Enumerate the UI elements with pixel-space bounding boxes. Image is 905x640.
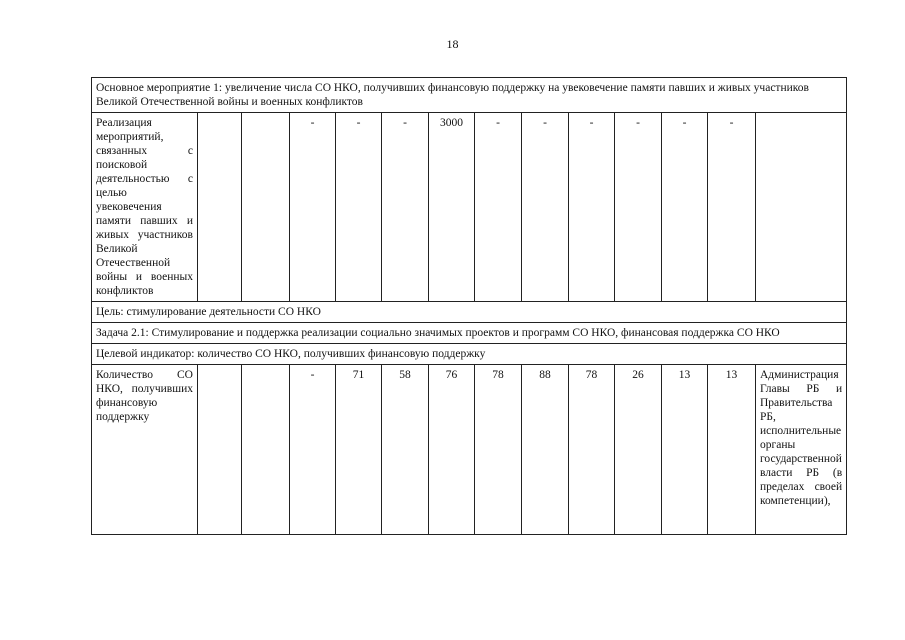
count-row: [92, 365, 847, 535]
main-event-heading: Основное мероприятие 1: увеличение числа СО НКО, получивших финансовую поддержку на увековечение памяти павших и живых участников Великой Отечественной войны и военных конфликтов: [92, 78, 847, 113]
table-cell: -: [569, 113, 615, 302]
main-event-row: [92, 78, 847, 113]
activity-label: Реализация мероприятий, связанных с поисковой деятельностью с целью увековечения памяти павших и живых участников Великой Отечественной войны и военных конфликтов: [92, 113, 198, 302]
table-cell: -: [662, 113, 708, 302]
table-cell: 76: [429, 365, 475, 535]
table-cell: -: [290, 365, 336, 535]
table-cell: 13: [662, 365, 708, 535]
responsible-executor: Администрация Главы РБ и Правительства РБ, исполнительные органы государственной власти РБ (в пределах своей компетенции),: [756, 365, 847, 535]
table-cell: -: [336, 113, 382, 302]
page-number: 18: [446, 37, 459, 51]
activity-row: [92, 113, 847, 302]
table-cell: 88: [522, 365, 569, 535]
table-cell: 13: [708, 365, 756, 535]
program-table: [91, 77, 847, 535]
table-cell: 71: [336, 365, 382, 535]
table-cell: 78: [569, 365, 615, 535]
table-cell: 58: [382, 365, 429, 535]
table-cell: [242, 113, 290, 302]
indicator-heading: Целевой индикатор: количество СО НКО, получивших финансовую поддержку: [92, 344, 847, 365]
goal-row: [92, 302, 847, 323]
table-cell: -: [708, 113, 756, 302]
table-cell: 3000: [429, 113, 475, 302]
table-cell: [242, 365, 290, 535]
table-cell: [198, 113, 242, 302]
table-cell: [198, 365, 242, 535]
task-heading: Задача 2.1: Стимулирование и поддержка реализации социально значимых проектов и программ СО НКО, финансовая поддержка СО НКО: [92, 323, 847, 344]
table-cell: -: [290, 113, 336, 302]
table-cell: -: [522, 113, 569, 302]
table-cell: 26: [615, 365, 662, 535]
indicator-row: [92, 344, 847, 365]
table-cell: 78: [475, 365, 522, 535]
goal-heading: Цель: стимулирование деятельности СО НКО: [92, 302, 847, 323]
table-cell: -: [475, 113, 522, 302]
table-cell: -: [615, 113, 662, 302]
task-row: [92, 323, 847, 344]
table-cell: -: [382, 113, 429, 302]
count-label: Количество СО НКО, получивших финансовую поддержку: [92, 365, 198, 535]
table-cell: [756, 113, 847, 302]
